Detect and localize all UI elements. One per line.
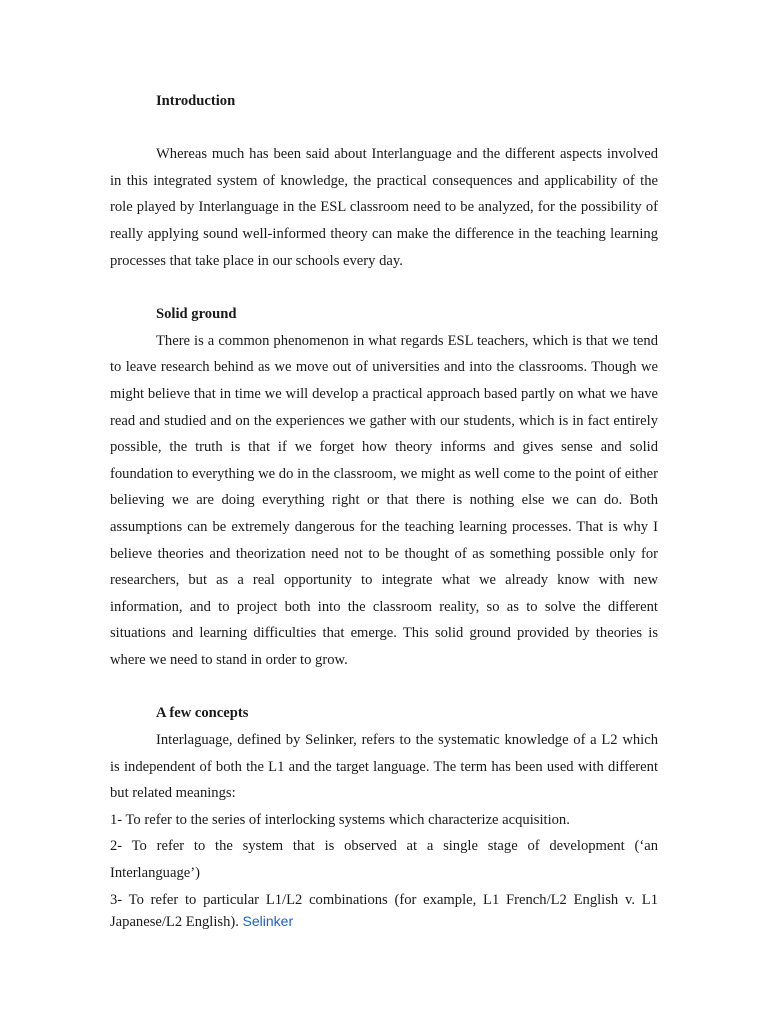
- concept-item-3: [110, 890, 658, 933]
- document-body: [110, 88, 658, 933]
- concepts-paragraph: Interlaguage, defined by Selinker, refers to the systematic knowledge of a L2 which is independent of both the L1 and the target language. The term has been used with different but related meanings:: [110, 732, 658, 802]
- concept-item-3-text: 3- To refer to particular L1/L2 combinations (for example, L1 French/L2 English v. L1 Japanese/L2 English).: [110, 891, 658, 930]
- intro-paragraph: Whereas much has been said about Interlanguage and the different aspects involved in this integrated system of knowledge, the practical consequences and applicability of the role played by Interlanguage in the ESL classroom need to be analyzed, for the possibility of really applying sound well-informed theory can make the difference in the teaching learning processes that take place in our schools every day.: [110, 146, 658, 269]
- solid-ground-paragraph: There is a common phenomenon in what regards ESL teachers, which is that we tend to leave research behind as we move out of universities and into the classrooms. Though we might believe that in time we will develop a practical approach based partly on what we have read and studied and on the experiences we gather with our students, which is in fact entirely possible, the truth is that if we forget how theory informs and gives sense and solid foundation to everything we do in the classroom, we might as well come to the point of either believing we are doing everything right or that there is nothing else we can do. Both assumptions can be extremely dangerous for the teaching learning processes. That is why I believe theories and theorization need not to be thought of as something possible only for researchers, but as a real opportunity to integrate what we already know with new information, and to project both into the classroom reality, so as to solve the different situations and learning difficulties that emerge. This solid ground provided by theories is where we need to stand in order to grow.: [110, 332, 658, 668]
- intro-heading: Introduction: [156, 93, 236, 109]
- selinker-link[interactable]: Selinker: [242, 912, 294, 929]
- concepts-heading: A few concepts: [156, 705, 249, 722]
- concept-item-1: 1- To refer to the series of interlocking systems which characterize acquisition.: [110, 811, 570, 828]
- solid-ground-heading: Solid ground: [156, 306, 237, 323]
- concept-item-2: 2- To refer to the system that is observed at a single stage of development (‘an Interlanguage’): [110, 838, 658, 882]
